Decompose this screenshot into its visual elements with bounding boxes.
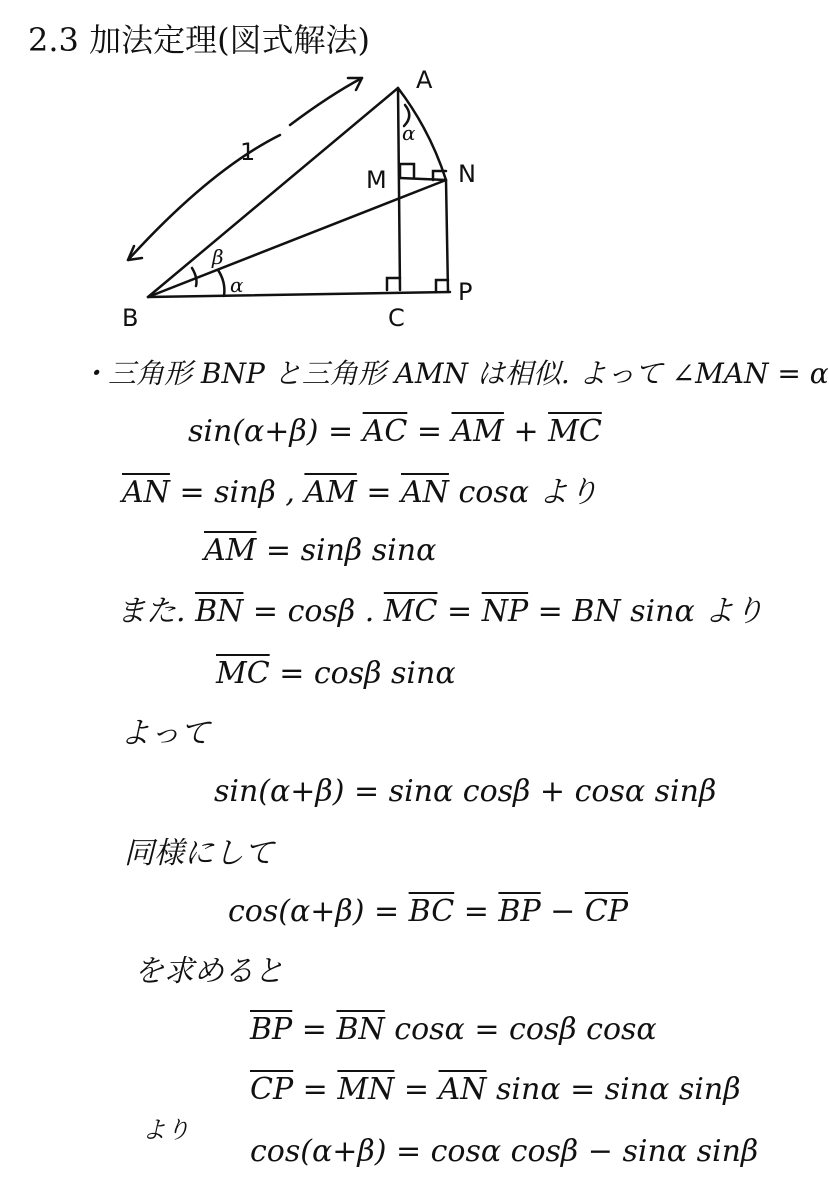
label-M: M: [366, 166, 387, 194]
text-from: より: [142, 1116, 190, 1144]
eq-cp: $\overline{CP} = \overline{MN} = \overline{AN}$ sinα = sinα sinβ: [250, 1072, 741, 1107]
eq-mc-result: $\overline{MC} = \cos\beta$ sinα: [216, 656, 456, 691]
eq-am-result: $\overline{AM} = \sin\beta$ sinα: [204, 533, 437, 568]
label-A: A: [416, 66, 433, 94]
eq-cos-sum-bc: $\cos(\alpha+\beta) = \overline{BC} = \overline{BP} - \overline{CP}$: [228, 894, 628, 929]
eq-bn-mc: また. $\overline{BN} = \cos\beta$ . $\overline{MC} = \overline{NP}$ = BN sinα より: [116, 594, 765, 629]
eq-bp: $\overline{BP} = \overline{BN}$ cosα = cosβ cosα: [250, 1012, 657, 1047]
eq-cos-addition: cos(α+β) = cosα cosβ − sinα sinβ: [250, 1134, 759, 1169]
label-alpha-bottom: α: [230, 273, 244, 297]
eq-sin-addition: sin(α+β) = sinα cosβ + cosα sinβ: [214, 774, 717, 809]
segment-AC: [398, 88, 400, 290]
label-alpha-top: α: [402, 121, 416, 145]
label-P: P: [458, 278, 473, 306]
eq-sin-sum-ac: $\sin(\alpha+\beta) = \overline{AC} = \overline{AM} + \overline{MC}$: [188, 414, 602, 449]
length-arrow-line-upper: [290, 78, 362, 125]
label-B: B: [122, 304, 139, 332]
triangle-diagram: [100, 60, 520, 340]
segment-NP: [446, 180, 448, 292]
label-C: C: [388, 304, 405, 332]
right-angle-P: [436, 280, 448, 292]
text-find: を求めると: [134, 954, 284, 989]
right-angle-M: [400, 164, 414, 178]
text-similarly: 同様にして: [124, 836, 274, 871]
segment-BA: [148, 88, 398, 297]
label-N: N: [458, 160, 476, 188]
right-angle-C: [387, 278, 400, 290]
length-arrow-line: [128, 135, 280, 260]
segment-BP: [148, 292, 450, 297]
similarity-statement: ・三角形 BNP と三角形 AMN は相似. よって ∠MAN = α: [80, 357, 829, 390]
page-title: 2.3 加法定理(図式解法): [28, 21, 371, 59]
segment-MN: [400, 178, 446, 180]
label-side-length: 1: [240, 138, 256, 166]
label-beta: β: [212, 245, 224, 269]
text-therefore: よって: [120, 716, 210, 751]
angle-arc-beta: [192, 268, 197, 286]
eq-an-am: $\overline{AN} = \sin\beta$ , $\overline{AM} = \overline{AN}$ cosα より: [122, 475, 599, 510]
angle-arc-alpha: [218, 270, 224, 296]
